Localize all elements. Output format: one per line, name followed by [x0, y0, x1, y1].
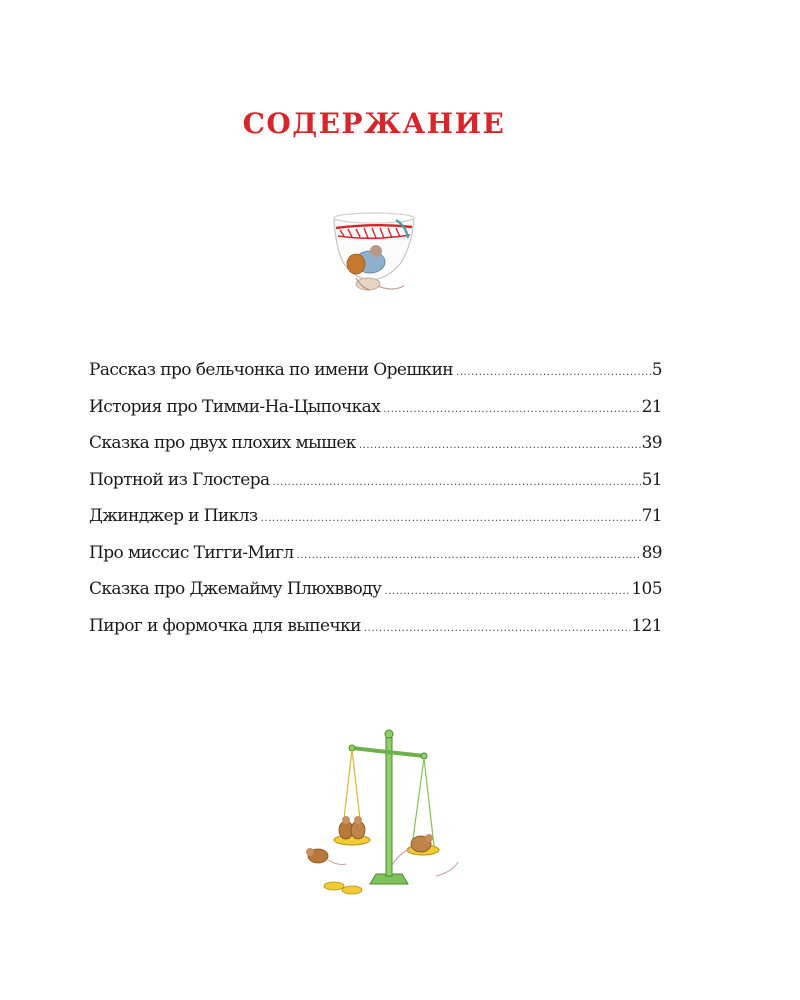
page-title: СОДЕРЖАНИЕ: [242, 107, 506, 140]
scales-mice-illustration: [296, 726, 462, 896]
toc-entry[interactable]: [89, 506, 662, 543]
toc-dot-leader: [364, 623, 630, 634]
toc-entry[interactable]: [89, 470, 662, 507]
toc-entry-page: 89: [641, 542, 662, 563]
toc-entry-title: Про миссис Тигги-Мигл: [89, 542, 294, 563]
toc-entry-page: 39: [641, 433, 662, 453]
toc-entry-page: 121: [631, 615, 662, 636]
toc-entry[interactable]: [89, 433, 662, 470]
table-of-contents: [89, 360, 662, 652]
toc-entry-title: Рассказ про бельчонка по имени Орешкин: [89, 360, 454, 380]
toc-dot-leader: [297, 550, 641, 561]
toc-entry-title: Пирог и формочка для выпечки: [89, 615, 361, 636]
toc-entry-page: 105: [631, 579, 662, 599]
toc-entry-page: 5: [651, 360, 662, 380]
toc-entry-page: 21: [641, 396, 662, 417]
toc-dot-leader: [261, 513, 641, 524]
toc-entry[interactable]: [89, 543, 662, 580]
toc-dot-leader: [359, 440, 641, 451]
toc-dot-leader: [384, 586, 630, 597]
toc-dot-leader: [383, 404, 640, 415]
toc-entry[interactable]: [89, 579, 662, 616]
toc-dot-leader: [456, 367, 651, 378]
toc-entry[interactable]: [89, 397, 662, 434]
toc-entry-title: Джинджер и Пиклз: [89, 506, 258, 526]
toc-entry[interactable]: [89, 616, 662, 653]
toc-entry-title: История про Тимми-На-Цыпочках: [89, 396, 381, 417]
toc-entry-title: Портной из Глостера: [89, 469, 270, 490]
toc-entry-page: 51: [641, 469, 662, 490]
toc-dot-leader: [273, 477, 641, 488]
toc-entry-page: 71: [641, 506, 662, 526]
toc-entry-title: Сказка про двух плохих мышек: [89, 433, 356, 453]
toc-entry-title: Сказка про Джемайму Плюхвводу: [89, 579, 382, 599]
teacup-mouse-illustration: [326, 206, 422, 302]
toc-entry[interactable]: [89, 360, 662, 397]
